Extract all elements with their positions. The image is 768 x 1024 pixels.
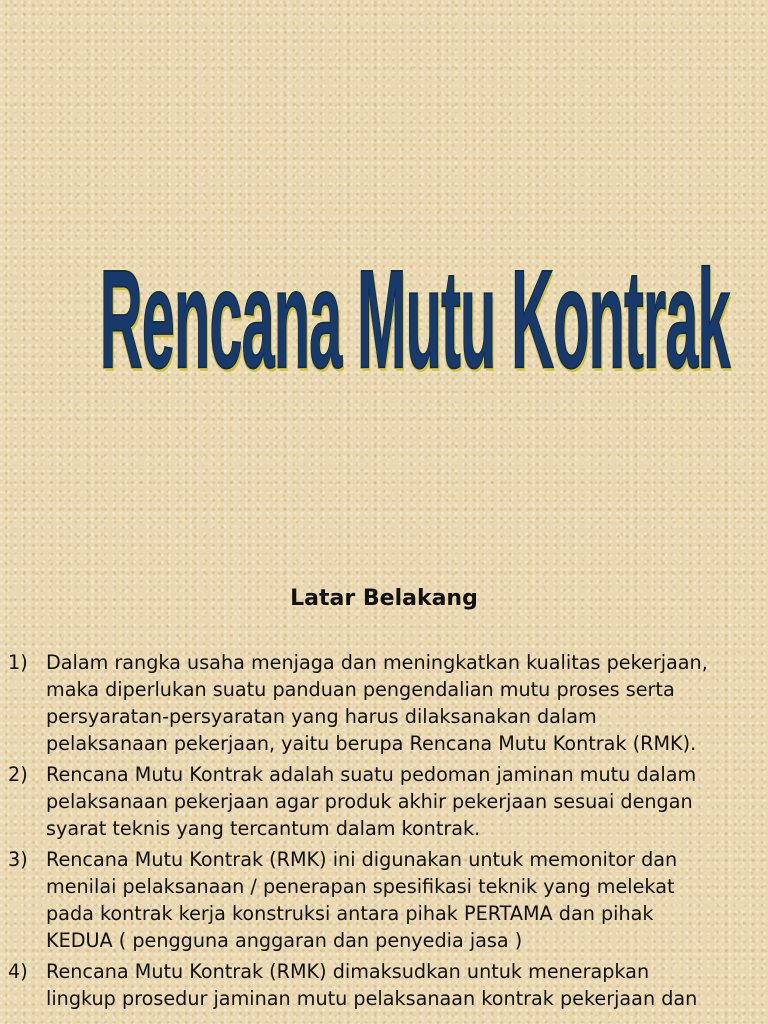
list-item-number: 2) [8,763,28,786]
list-item-line: Rencana Mutu Kontrak (RMK) ini digunakan untuk memonitor dan [46,848,678,871]
point-list [0,649,768,1016]
list-item-line: Rencana Mutu Kontrak adalah suatu pedoman jaminan mutu dalam [46,763,697,786]
list-item-number: 1) [8,651,28,674]
list-item [0,649,768,757]
list-item [0,958,768,1012]
list-item-line: menilai pelaksanaan / penerapan spesifikasi teknik yang melekat [46,875,675,898]
slide-title: Rencana Mutu Kontrak [99,240,730,397]
list-item-number: 4) [8,960,28,983]
list-item-line: Dalam rangka usaha menjaga dan meningkatkan kualitas pekerjaan, [46,651,708,674]
list-item-number: 3) [8,848,28,871]
content-slide [0,576,768,1024]
list-item-line: KEDUA ( pengguna anggaran dan penyedia jasa ) [46,929,523,952]
list-item-line: pelaksanaan pekerjaan, yaitu berupa Rencana Mutu Kontrak (RMK). [46,732,697,755]
list-item-line: pelaksanaan pekerjaan agar produk akhir pekerjaan sesuai dengan [46,790,693,813]
list-item-line: lingkup prosedur jaminan mutu pelaksanaan kontrak pekerjaan dan [46,987,698,1010]
list-item-line: maka diperlukan suatu panduan pengendalian mutu proses serta [46,678,675,701]
section-heading: Latar Belakang [290,586,478,611]
list-item-line: Rencana Mutu Kontrak (RMK) dimaksudkan untuk menerapkan [46,960,650,983]
list-item-line: syarat teknis yang tercantum dalam kontrak. [46,817,481,840]
list-item-line: pada kontrak kerja konstruksi antara pihak PERTAMA dan pihak [46,902,654,925]
list-item [0,846,768,954]
list-item [0,761,768,842]
list-item-line: persyaratan-persyaratan yang harus dilaksanakan dalam [46,705,597,728]
